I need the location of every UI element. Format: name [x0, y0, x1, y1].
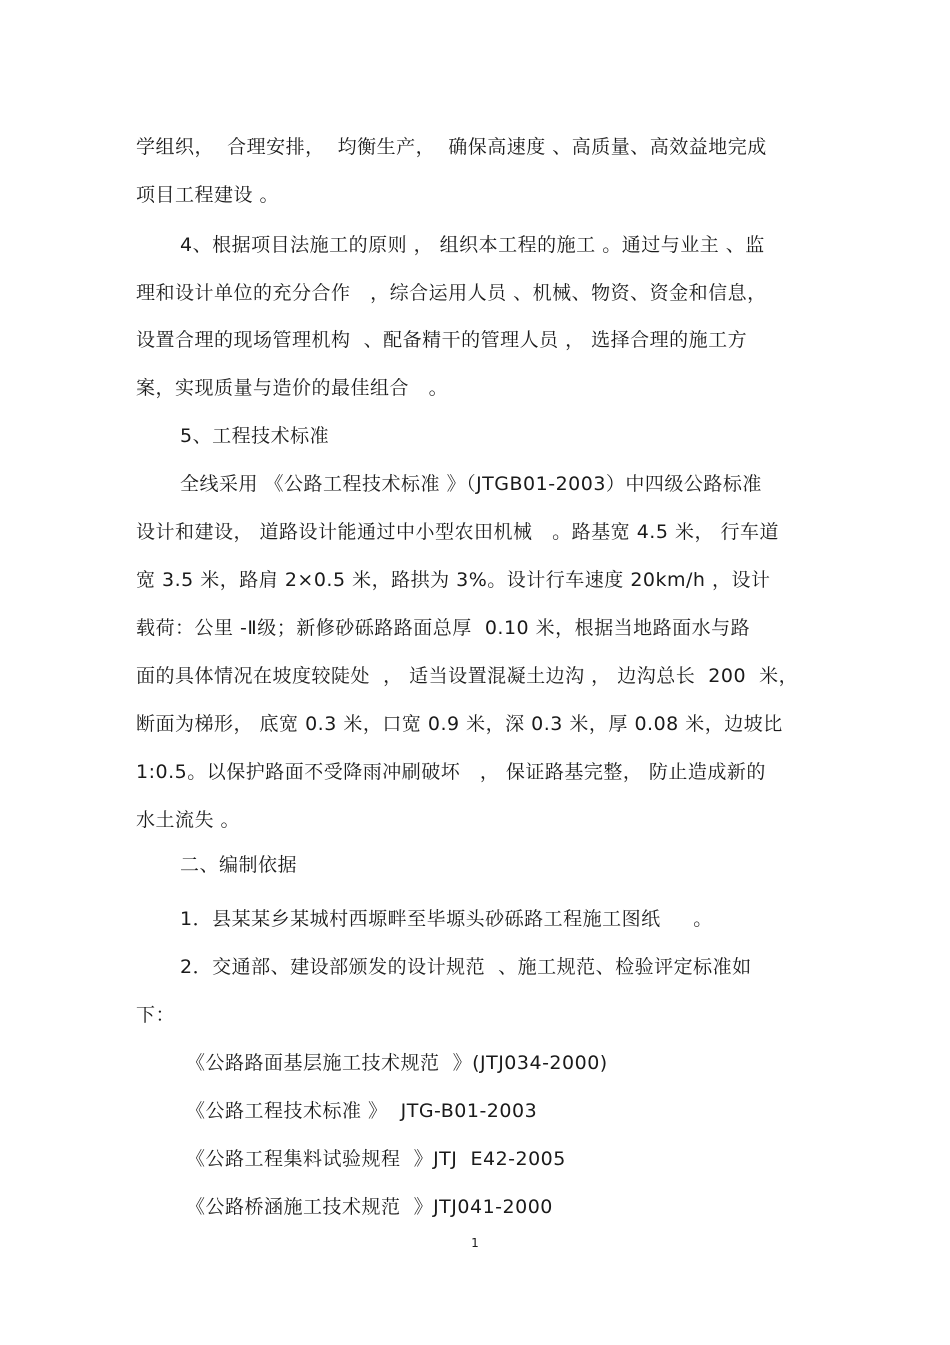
paragraph-line: 宽 3.5 米，路肩 2×0.5 米，路拱为 3%。设计行车速度 20km/h ，设计	[136, 569, 771, 591]
paragraph-line: 全线采用 《公路工程技术标准 》（JTGB01-2003）中四级公路标准	[180, 473, 762, 495]
paragraph-line: 1:0.5。以保护路面不受降雨冲刷破坏 ， 保证路基完整， 防止造成新的	[136, 761, 766, 783]
paragraph-line: 下：	[136, 1004, 176, 1026]
page-number: 1	[471, 1236, 479, 1250]
reference-item: 《公路工程集料试验规程 》JTJ E42-2005	[186, 1148, 566, 1170]
paragraph-line: 断面为梯形， 底宽 0.3 米，口宽 0.9 米，深 0.3 米，厚 0.08 米，边坡比	[136, 713, 783, 735]
paragraph-line: 载荷：公里 -Ⅱ级；新修砂砾路路面总厚 0.10 米，根据当地路面水与路	[136, 617, 751, 639]
reference-item: 《公路工程技术标准 》 JTG-B01-2003	[186, 1100, 538, 1122]
paragraph-line: 设计和建设， 道路设计能通过中小型农田机械 。路基宽 4.5 米， 行车道	[136, 521, 779, 543]
paragraph-line: 项目工程建设 。	[136, 184, 280, 206]
section-heading: 二、编制依据	[180, 854, 298, 876]
paragraph-line: 设置合理的现场管理机构 、配备精干的管理人员 ， 选择合理的施工方	[136, 329, 748, 351]
paragraph-line: 4、根据项目法施工的原则 ， 组织本工程的施工 。通过与业主 、监	[180, 234, 765, 256]
reference-item: 《公路路面基层施工技术规范 》(JTJ034-2000)	[186, 1052, 608, 1074]
list-item: 1．县某某乡某城村西塬畔至毕塬头砂砾路工程施工图纸 。	[180, 908, 713, 930]
paragraph-line: 水土流失 。	[136, 809, 241, 831]
paragraph-line: 案，实现质量与造价的最佳组合 。	[136, 377, 449, 399]
paragraph-line: 面的具体情况在坡度较陡处 ， 适当设置混凝土边沟 ， 边沟总长 200 米，	[136, 665, 799, 687]
paragraph-line: 学组织， 合理安排， 均衡生产， 确保高速度 、高质量、高效益地完成	[136, 136, 767, 158]
list-item: 2．交通部、建设部颁发的设计规范 、施工规范、检验评定标准如	[180, 956, 752, 978]
reference-item: 《公路桥涵施工技术规范 》JTJ041-2000	[186, 1196, 553, 1218]
section-heading: 5、工程技术标准	[180, 425, 330, 447]
paragraph-line: 理和设计单位的充分合作 ，综合运用人员 、机械、物资、资金和信息，	[136, 282, 767, 304]
